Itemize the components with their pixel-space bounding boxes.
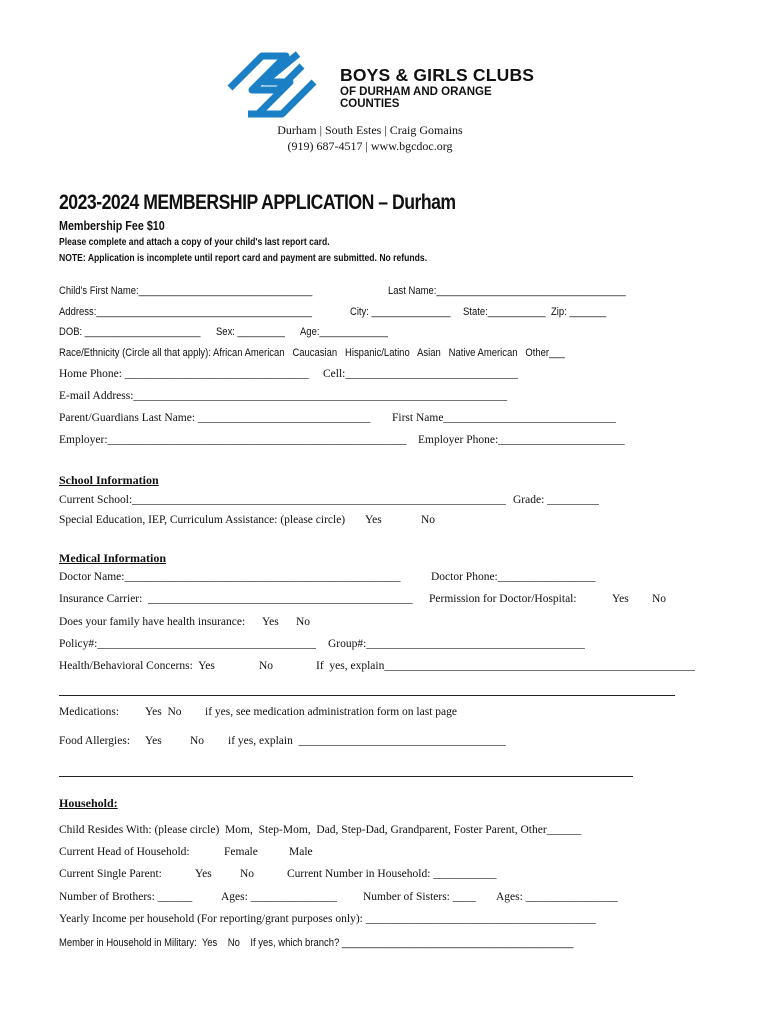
address-field[interactable]: Address:_________________________________________ (59, 306, 313, 318)
medications-yes-no[interactable]: Yes No (145, 706, 182, 718)
military-field[interactable]: Member in Household in Military: Yes No If yes, which branch? ____________________________________________ (59, 937, 574, 949)
number-in-household-field[interactable]: Current Number in Household: ___________ (287, 868, 497, 880)
special-ed-label: Special Education, IEP, Curriculum Assistance: (please circle) (59, 514, 346, 526)
instructions: Please complete and attach a copy of your child's last report card. (59, 237, 330, 248)
age-field[interactable]: Age:_____________ (300, 326, 388, 338)
food-allergies-label: Food Allergies: (59, 735, 131, 747)
special-ed-no[interactable]: No (421, 514, 436, 526)
permission-yes[interactable]: Yes (612, 593, 629, 605)
permission-label: Permission for Doctor/Hospital: (429, 593, 577, 605)
sex-field[interactable]: Sex: _________ (216, 326, 285, 338)
food-allergies-explain[interactable]: if yes, explain ____________________________________ (228, 735, 506, 747)
brothers-field[interactable]: Number of Brothers: ______ (59, 891, 193, 903)
current-school-field[interactable]: Current School:_________________________________________________________________ (59, 494, 506, 506)
family-insurance-yes[interactable]: Yes (262, 616, 279, 628)
email-field[interactable]: E-mail Address:_________________________________________________________________ (59, 390, 508, 402)
head-female[interactable]: Female (224, 846, 258, 858)
org-name-line2: OF DURHAM AND ORANGE (340, 86, 492, 99)
cell-field[interactable]: Cell:______________________________ (323, 368, 518, 380)
health-concerns-explain[interactable]: If yes, explain______________________________________________________ (316, 660, 695, 672)
medications-label: Medications: (59, 706, 120, 718)
family-insurance-label: Does your family have health insurance: (59, 616, 246, 628)
health-concerns-no[interactable]: No (259, 660, 274, 672)
permission-no[interactable]: No (652, 593, 667, 605)
organization-name (340, 66, 534, 111)
child-last-name-field[interactable]: Last Name:____________________________________ (388, 285, 626, 297)
sisters-field[interactable]: Number of Sisters: ____ (363, 891, 476, 903)
resides-with-field[interactable]: Child Resides With: (please circle) Mom, Step-Mom, Dad, Step-Dad, Grandparent, Foster Parent, Other______ (59, 824, 582, 836)
org-name-line1: BOYS & GIRLS CLUBS (340, 65, 535, 85)
parent-last-name-field[interactable]: Parent/Guardians Last Name: ______________________________ (59, 412, 371, 424)
family-insurance-no[interactable]: No (296, 616, 311, 628)
medications-note: if yes, see medication administration form on last page (205, 706, 457, 718)
brother-ages-field[interactable]: Ages: _______________ (221, 891, 337, 903)
explain-continuation-line[interactable] (59, 695, 675, 696)
doctor-name-field[interactable]: Doctor Name:________________________________________________ (59, 571, 401, 583)
head-male[interactable]: Male (289, 846, 313, 858)
yearly-income-field[interactable]: Yearly Income per household (For reporting/grant purposes only): ________________________________________ (59, 913, 596, 925)
health-concerns-label[interactable]: Health/Behavioral Concerns: Yes (59, 660, 215, 672)
employer-field[interactable]: Employer:____________________________________________________ (59, 434, 407, 446)
single-parent-yes[interactable]: Yes (195, 868, 212, 880)
zip-field[interactable]: Zip: _______ (551, 306, 607, 318)
sister-ages-field[interactable]: Ages: ________________ (496, 891, 618, 903)
org-name-line3: COUNTIES (340, 98, 400, 111)
head-of-household-label: Current Head of Household: (59, 846, 190, 858)
race-ethnicity-field[interactable]: Race/Ethnicity (Circle all that apply): African American Caucasian Hispanic/Latino Asian Native American Other___ (59, 347, 565, 359)
city-field[interactable]: City: _______________ (350, 306, 451, 318)
food-allergies-yes[interactable]: Yes (145, 735, 162, 747)
allergies-continuation-line[interactable] (59, 776, 633, 777)
medical-heading: Medical Information (59, 551, 166, 565)
application-note: NOTE: Application is incomplete until report card and payment are submitted. No refunds. (59, 253, 428, 264)
doctor-phone-field[interactable]: Doctor Phone:_________________ (431, 571, 596, 583)
food-allergies-no[interactable]: No (190, 735, 205, 747)
contact-info: (919) 687-4517 | www.bgcdoc.org (287, 139, 453, 153)
employer-phone-field[interactable]: Employer Phone:______________________ (418, 434, 625, 446)
school-heading: School Information (59, 473, 159, 487)
policy-field[interactable]: Policy#:______________________________________ (59, 638, 316, 650)
membership-fee: Membership Fee $10 (59, 219, 165, 233)
parent-first-name-field[interactable]: First Name______________________________ (392, 412, 616, 424)
locations: Durham | South Estes | Craig Gomains (277, 123, 463, 137)
grade-field[interactable]: Grade: _________ (513, 494, 599, 506)
single-parent-no[interactable]: No (240, 868, 255, 880)
household-heading: Household: (59, 796, 118, 810)
insurance-carrier-field[interactable]: Insurance Carrier: ______________________________________________ (59, 593, 413, 605)
group-field[interactable]: Group#:______________________________________ (328, 638, 585, 650)
child-first-name-field[interactable]: Child's First Name:_________________________________ (59, 285, 313, 297)
page-title: 2023-2024 MEMBERSHIP APPLICATION – Durham (59, 191, 456, 214)
dob-field[interactable]: DOB: ______________________ (59, 326, 201, 338)
single-parent-label: Current Single Parent: (59, 868, 162, 880)
state-field[interactable]: State:___________ (463, 306, 546, 318)
home-phone-field[interactable]: Home Phone: ________________________________ (59, 368, 309, 380)
boys-girls-clubs-logo (222, 48, 332, 120)
special-ed-yes[interactable]: Yes (365, 514, 382, 526)
